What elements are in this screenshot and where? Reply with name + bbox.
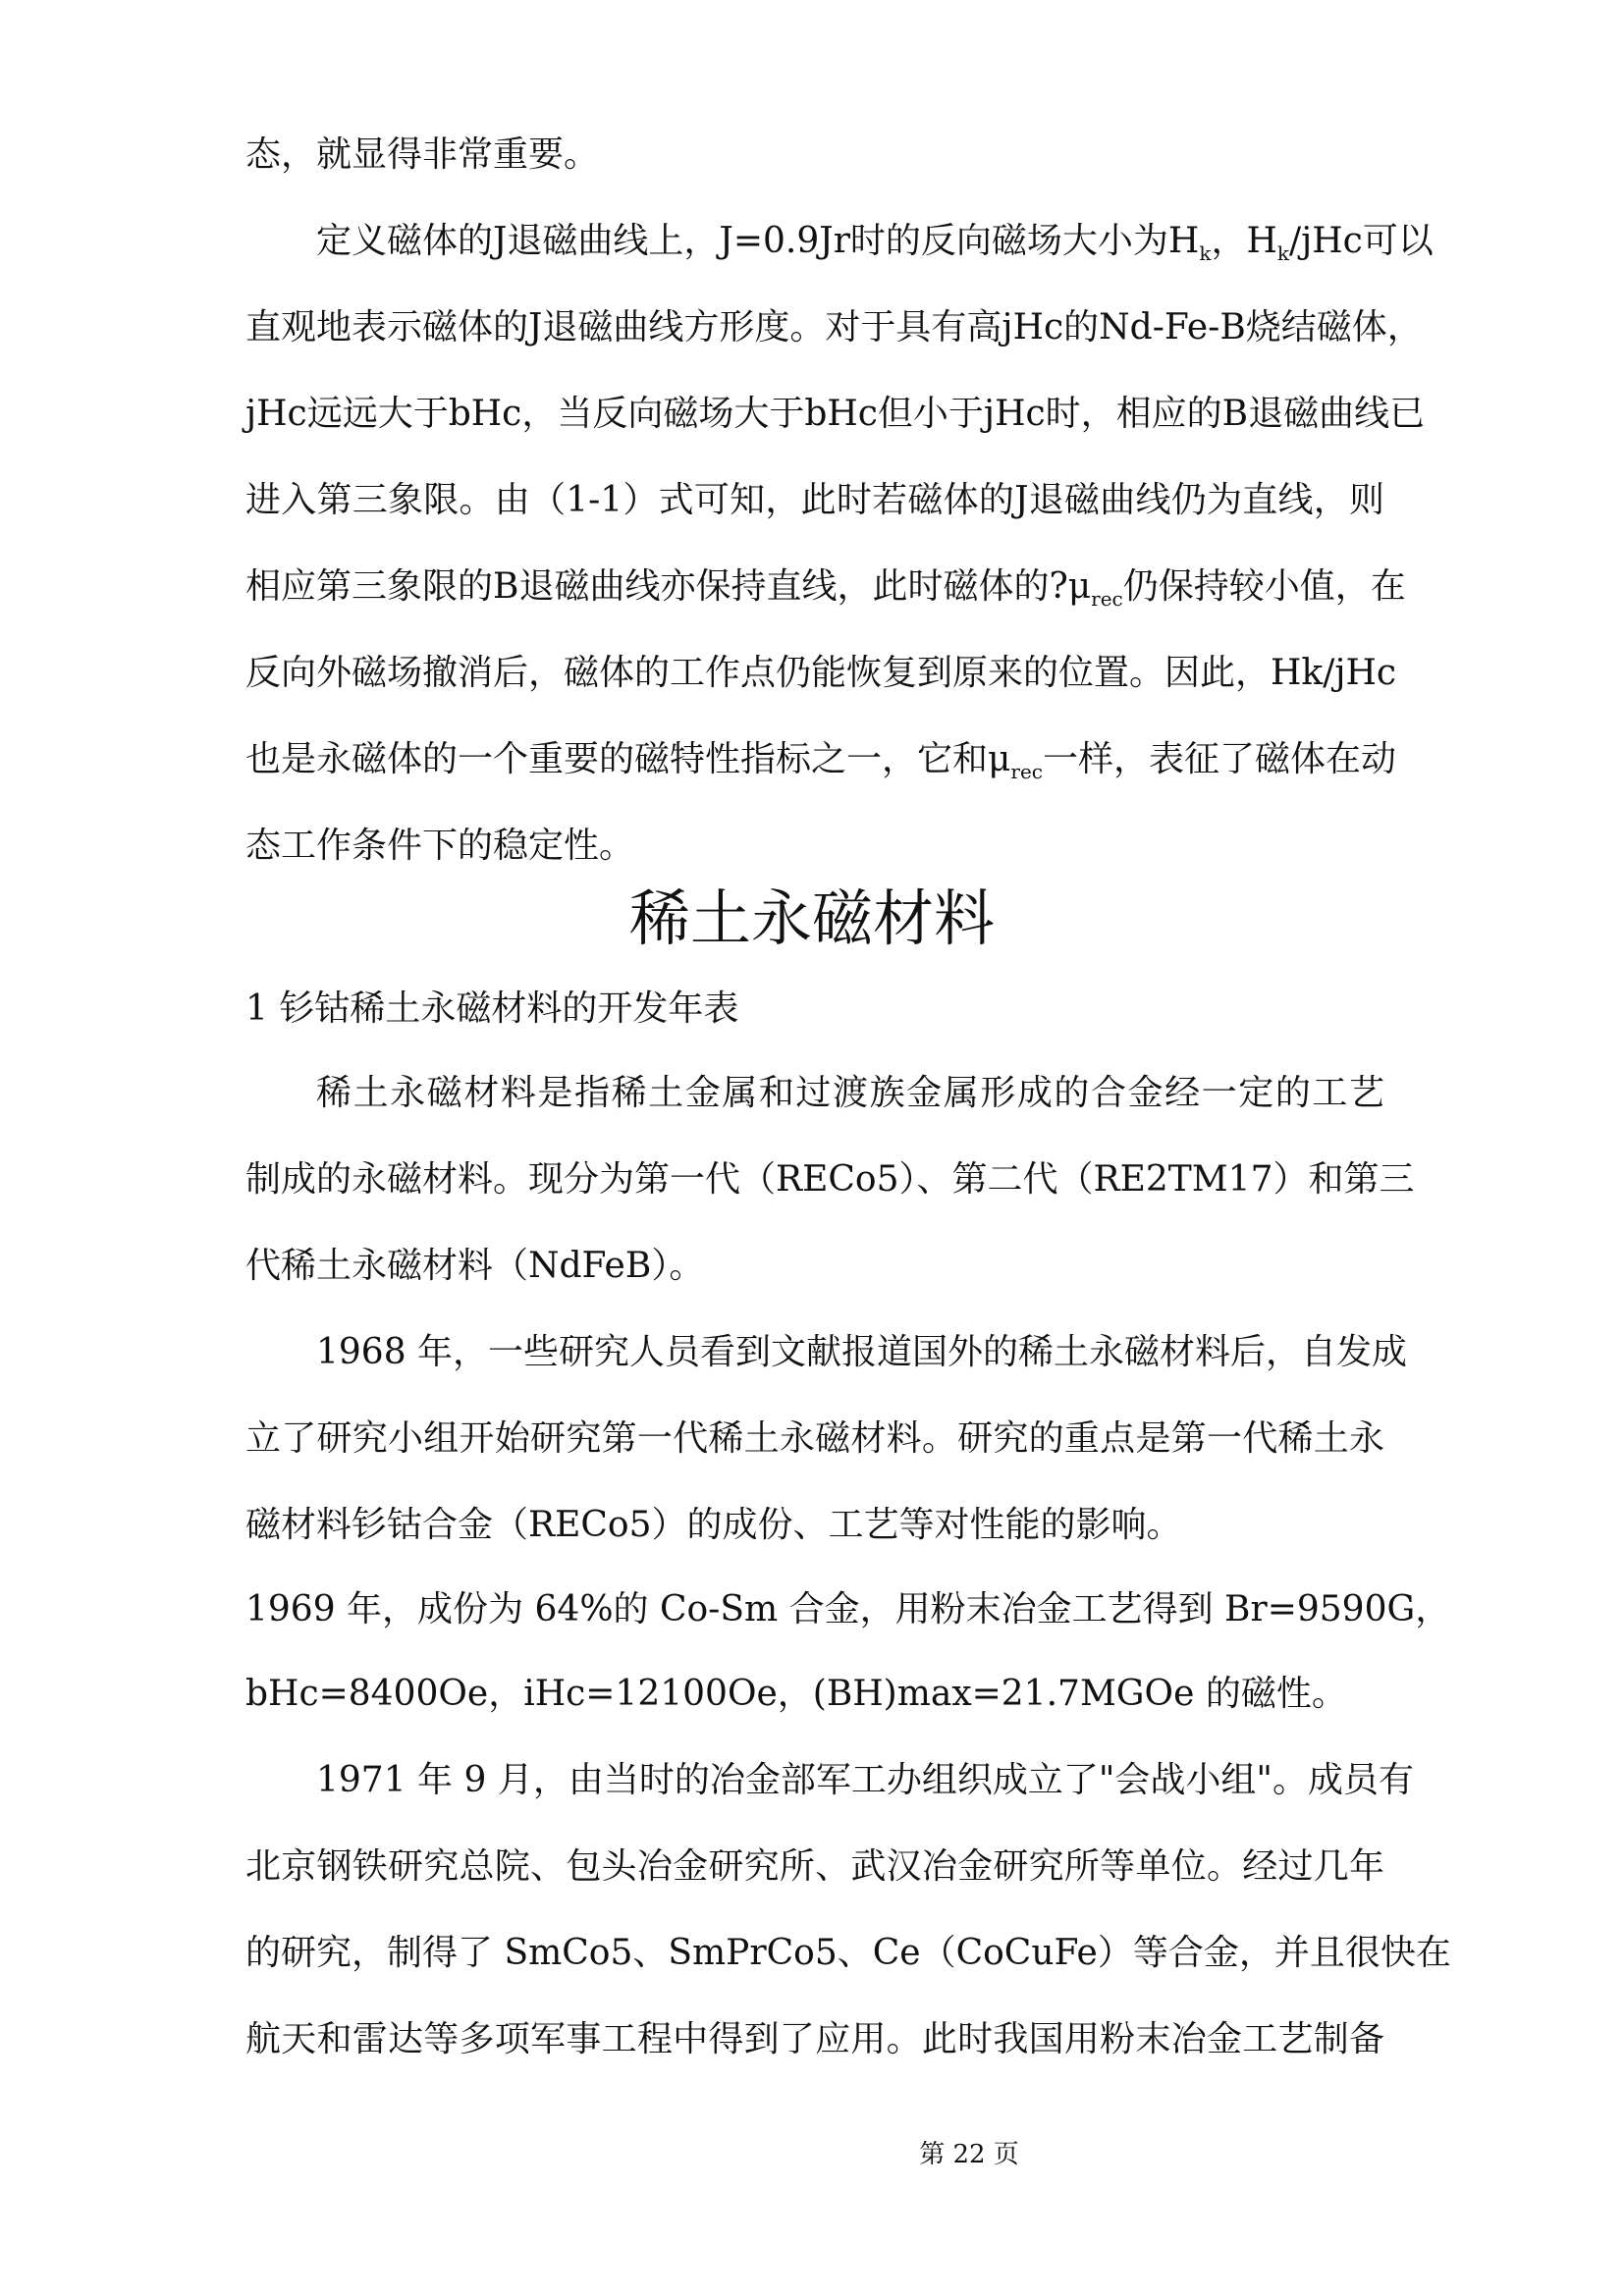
text-run: /jHc可以 [1288,221,1434,261]
subscript: k [1276,241,1289,265]
text-line: 反向外磁场撤消后，磁体的工作点仍能恢复到原来的位置。因此，Hk/jHc [245,653,1397,693]
text-line [245,736,1397,795]
subscript: rec [1091,587,1123,611]
subsection-heading: 1 钐钴稀土永磁材料的开发年表 [245,988,739,1029]
text-line: 态，就显得非常重要。 [245,134,600,175]
text-line: 立了研究小组开始研究第一代稀土永磁材料。研究的重点是第一代稀土永 [245,1418,1384,1459]
text-line: jHc远远大于bHc，当反向磁场大于bHc但小于jHc时，相应的B退磁曲线已 [245,394,1426,434]
text-line: 直观地表示磁体的J退磁曲线方形度。对于具有高jHc的Nd-Fe-B烧结磁体， [245,307,1423,347]
text-line: 稀土永磁材料是指稀土金属和过渡族金属形成的合金经一定的工艺 [316,1073,1384,1113]
subscript: rec [1010,760,1044,783]
text-line: 态工作条件下的稳定性。 [245,826,635,866]
text-line: 的研究，制得了 SmCo5、SmPrCo5、Ce（CoCuFe）等合金，并且很快在 [245,1933,1451,1973]
page-number: 第 22 页 [919,2140,1019,2169]
text-line: bHc=8400Oe，iHc=12100Oe，(BH)max=21.7MGOe 的磁性。 [245,1674,1347,1714]
text-line: 北京钢铁研究总院、包头冶金研究所、武汉冶金研究所等单位。经过几年 [245,1846,1384,1887]
text-run: 仍保持较小值，在 [1122,566,1406,607]
text-line: 1968 年，一些研究人员看到文献报道国外的稀土永磁材料后，自发成 [316,1332,1408,1372]
text-line: 进入第三象限。由（1-1）式可知，此时若磁体的J退磁曲线仍为直线，则 [245,480,1384,520]
text-line: 航天和雷达等多项军事工程中得到了应用。此时我国用粉末冶金工艺制备 [245,2019,1384,2059]
text-run: 一样，表征了磁体在动 [1043,739,1397,779]
text-line: 磁材料钐钴合金（RECo5）的成份、工艺等对性能的影响。 [245,1505,1182,1545]
text-line: 代稀土永磁材料（NdFeB）。 [245,1246,705,1286]
text-run: 也是永磁体的一个重要的磁特性指标之一，它和μ [245,739,1011,779]
text-run: 定义磁体的J退磁曲线上，J=0.9Jr时的反向磁场大小为H [316,221,1200,261]
subscript: k [1199,241,1212,265]
text-line: 1971 年 9 月，由当时的冶金部军工办组织成立了"会战小组"。成员有 [316,1760,1414,1800]
text-line [245,563,1406,622]
text-line [316,218,1434,277]
text-run: 相应第三象限的B退磁曲线亦保持直线，此时磁体的?μ [245,566,1092,607]
text-run: ，H [1211,221,1277,261]
text-line: 制成的永磁材料。现分为第一代（RECo5）、第二代（RE2TM17）和第三 [245,1159,1415,1200]
section-heading: 稀土永磁材料 [628,882,995,954]
text-line: 1969 年，成份为 64%的 Co-Sm 合金，用粉末冶金工艺得到 Br=9590G， [245,1589,1451,1629]
